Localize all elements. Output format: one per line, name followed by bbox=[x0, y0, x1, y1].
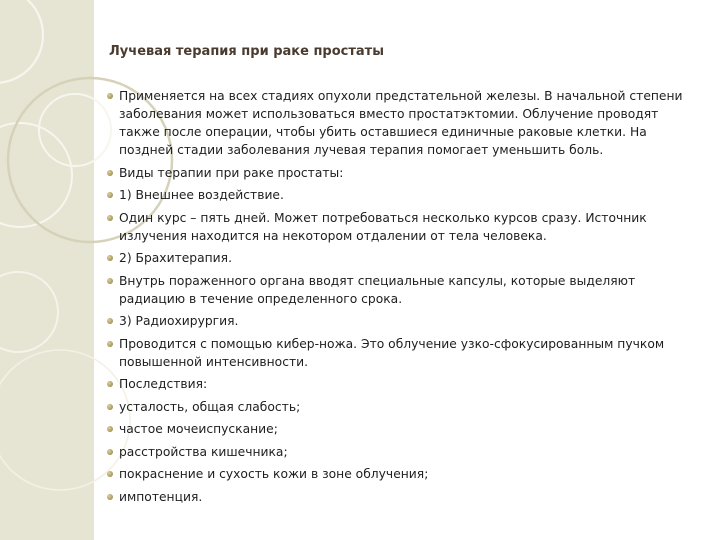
bullet-text: Один курс – пять дней. Может потребоваться несколько курсов сразу. Источник излучения находится на некотором отдалении от тела человека. bbox=[119, 210, 647, 243]
bullet-icon bbox=[107, 278, 113, 284]
side-panel bbox=[0, 0, 94, 540]
bullet-icon bbox=[107, 93, 113, 99]
bullet-item bbox=[107, 420, 702, 438]
bullet-item bbox=[107, 186, 702, 204]
bullet-item bbox=[107, 335, 702, 371]
bullet-text: Внутрь пораженного органа вводят специальные капсулы, которые выделяют радиацию в течение определенного срока. bbox=[119, 273, 636, 306]
bullet-item bbox=[107, 209, 702, 245]
bullet-text: Применяется на всех стадиях опухоли предстательной железы. В начальной степени заболевания может использоваться вместо простатэктомии. Облучение проводят также после операции, чтобы убить оставшиеся единичные раковые клетки. На поздней стадии заболевания лучевая терапия помогает уменьшить боль. bbox=[119, 89, 683, 157]
bullet-text: импотенция. bbox=[119, 489, 203, 504]
bullet-item bbox=[107, 164, 702, 182]
bullet-item bbox=[107, 272, 702, 308]
bullet-icon bbox=[107, 426, 113, 432]
bullet-icon bbox=[107, 449, 113, 455]
bullet-item bbox=[107, 488, 702, 506]
bullet-item bbox=[107, 465, 702, 483]
bullet-text: покраснение и сухость кожи в зоне облучения; bbox=[119, 467, 429, 481]
bullet-icon bbox=[107, 192, 113, 198]
bullet-icon bbox=[107, 318, 113, 324]
bullet-item bbox=[107, 312, 702, 330]
bullet-icon bbox=[107, 170, 113, 176]
bullet-icon bbox=[107, 471, 113, 477]
bullet-icon bbox=[107, 494, 113, 500]
bullet-text: 2) Брахитерапия. bbox=[119, 251, 232, 265]
bullet-text: усталость, общая слабость; bbox=[119, 399, 301, 414]
slide-title: Лучевая терапия при раке простаты bbox=[109, 44, 384, 59]
bullet-text: 3) Радиохирургия. bbox=[119, 314, 239, 328]
bullet-list bbox=[107, 87, 702, 510]
bullet-item bbox=[107, 249, 702, 267]
bullet-text: Последствия: bbox=[119, 377, 208, 391]
bullet-icon bbox=[107, 215, 113, 221]
bullet-text: Виды терапии при раке простаты: bbox=[119, 165, 344, 180]
bullet-item bbox=[107, 398, 702, 416]
bullet-item bbox=[107, 375, 702, 393]
bullet-text: расстройства кишечника; bbox=[119, 444, 288, 459]
bullet-text: Проводится с помощью кибер-ножа. Это облучение узко-сфокусированным пучком повышенной интенсивности. bbox=[119, 336, 665, 369]
bullet-icon bbox=[107, 341, 113, 347]
bullet-icon bbox=[107, 404, 113, 410]
bullet-text: частое мочеиспускание; bbox=[119, 422, 278, 436]
bullet-icon bbox=[107, 381, 113, 387]
bullet-item bbox=[107, 443, 702, 461]
bullet-text: 1) Внешнее воздействие. bbox=[119, 188, 284, 202]
bullet-item bbox=[107, 87, 702, 159]
bullet-icon bbox=[107, 255, 113, 261]
